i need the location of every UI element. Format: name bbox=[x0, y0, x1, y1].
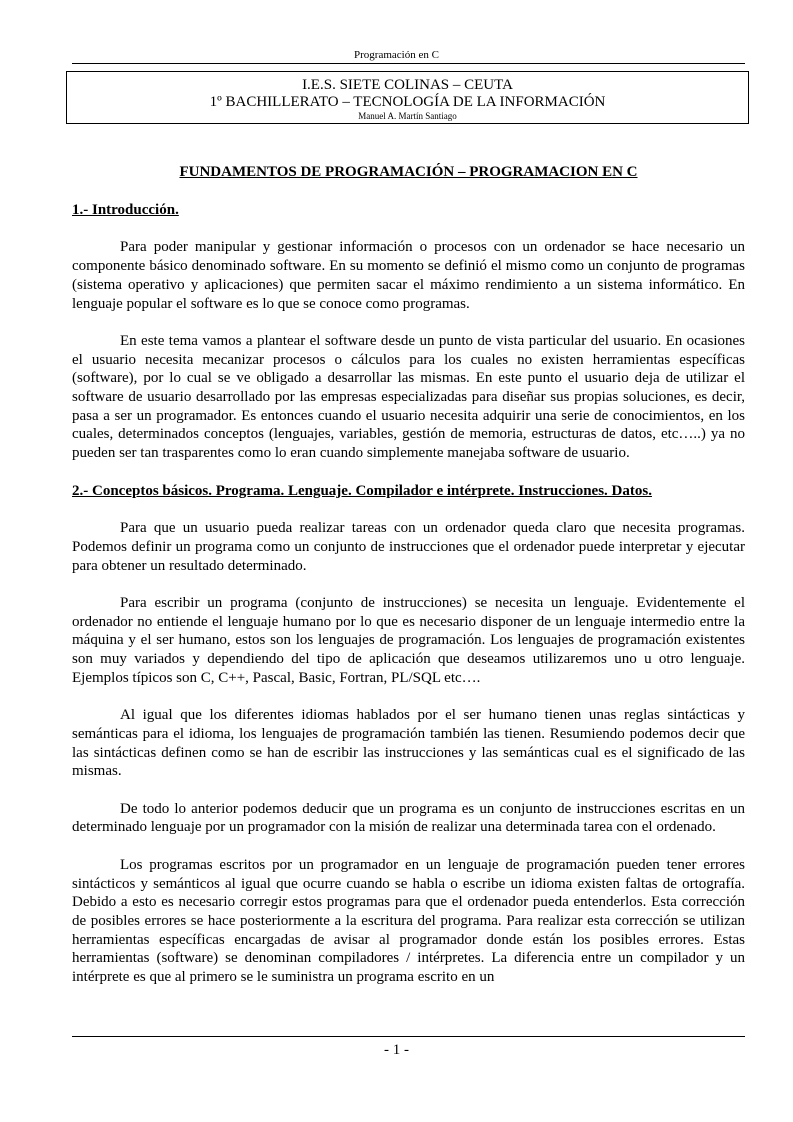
school-info-box bbox=[66, 71, 749, 124]
paragraph: Los programas escritos por un programador en un lenguaje de programación pueden tener errores sintácticos y semánticos al igual que ocurre cuando se habla o escribe un idioma existen faltas de ortografía. Debido a esto es necesario corregir estos programas para que el ordenador pueda entenderlos. Esta corrección de posibles errores se hace posteriormente a la escritura del programa. Para realizar esta corrección se utilizan herramientas específicas encargadas de avisar al programador donde están los posibles errores. Estas herramientas (software) se denominan compiladores / intérpretes. La diferencia entre un compilador y un intérprete es que al primero se le suministra un programa escrito en un bbox=[72, 856, 745, 986]
school-name: I.E.S. SIETE COLINAS – CEUTA bbox=[302, 77, 513, 93]
document-body bbox=[72, 163, 745, 987]
footer-rule bbox=[72, 1036, 745, 1037]
section-heading: 2.- Conceptos básicos. Programa. Lenguaje. Compilador e intérprete. Instrucciones. Datos. bbox=[72, 482, 652, 499]
author-name: Manuel A. Martín Santiago bbox=[358, 111, 457, 121]
document-title: FUNDAMENTOS DE PROGRAMACIÓN – PROGRAMACION EN C bbox=[179, 164, 638, 180]
paragraph: En este tema vamos a plantear el software desde un punto de vista particular del usuario. En ocasiones el usuario necesita mecanizar procesos o cálculos para los cuales no existen herramientas específicas (software), por lo cual se ve obligado a desarrollar las mismas. En este punto el usuario deja de utilizar el software de usuario desarrollado por las empresas especializadas para diseñar sus propias soluciones, es decir, pasa a ser un programador. Es entonces cuando el usuario necesita adquirir una serie de conocimientos, en los cuales, determinados conceptos (lenguajes, variables, gestión de memoria, estructuras de datos, etc…..) ya no pueden ser tan trasparentes como lo eran cuando simplemente manejaba software de usuario. bbox=[72, 332, 745, 462]
section-heading: 1.- Introducción. bbox=[72, 201, 179, 218]
page-number: - 1 - bbox=[384, 1042, 409, 1058]
running-header: Programación en C bbox=[354, 49, 439, 61]
paragraph: Para escribir un programa (conjunto de instrucciones) se necesita un lenguaje. Evidentemente el ordenador no entiende el lenguaje humano por lo que es necesario disponer de un lenguaje intermedio entre la máquina y el ser humano, estos son los lenguajes de programación. Los lenguajes de programación existentes son muy variados y dependiendo del tipo de aplicación que deseamos utilizaremos uno u otro lenguaje. Ejemplos típicos son C, C++, Pascal, Basic, Fortran, PL/SQL etc…. bbox=[72, 595, 745, 686]
paragraph: Al igual que los diferentes idiomas hablados por el ser humano tienen unas reglas sintácticas y semánticas para el idioma, los lenguajes de programación también las tienen. Resumiendo podemos decir que las sintácticas definen como se han de escribir las instrucciones y las semánticas cual es el significado de las mismas. bbox=[72, 707, 745, 780]
paragraph: Para poder manipular y gestionar información o procesos con un ordenador se hace necesario un componente básico denominado software. En su momento se definió el mismo como un conjunto de programas (sistema operativo y aplicaciones) que permiten sacar el máximo rendimiento a un sistema informático. En lenguaje popular el software es lo que se conoce como programas. bbox=[72, 239, 745, 312]
paragraph: De todo lo anterior podemos deducir que un programa es un conjunto de instrucciones escritas en un determinado lenguaje por un programador con la misión de realizar una determinada tarea con el ordenado. bbox=[72, 800, 745, 836]
section-introduccion bbox=[72, 201, 745, 463]
paragraph: Para que un usuario pueda realizar tareas con un ordenador queda claro que necesita programas. Podemos definir un programa como un conjunto de instrucciones que el ordenador puede interpretar y ejecutar para obtener un resultado determinado. bbox=[72, 520, 745, 574]
header-rule bbox=[72, 63, 745, 64]
section-conceptos-basicos bbox=[72, 482, 745, 987]
course-name: 1º BACHILLERATO – TECNOLOGÍA DE LA INFORMACIÓN bbox=[209, 94, 606, 110]
